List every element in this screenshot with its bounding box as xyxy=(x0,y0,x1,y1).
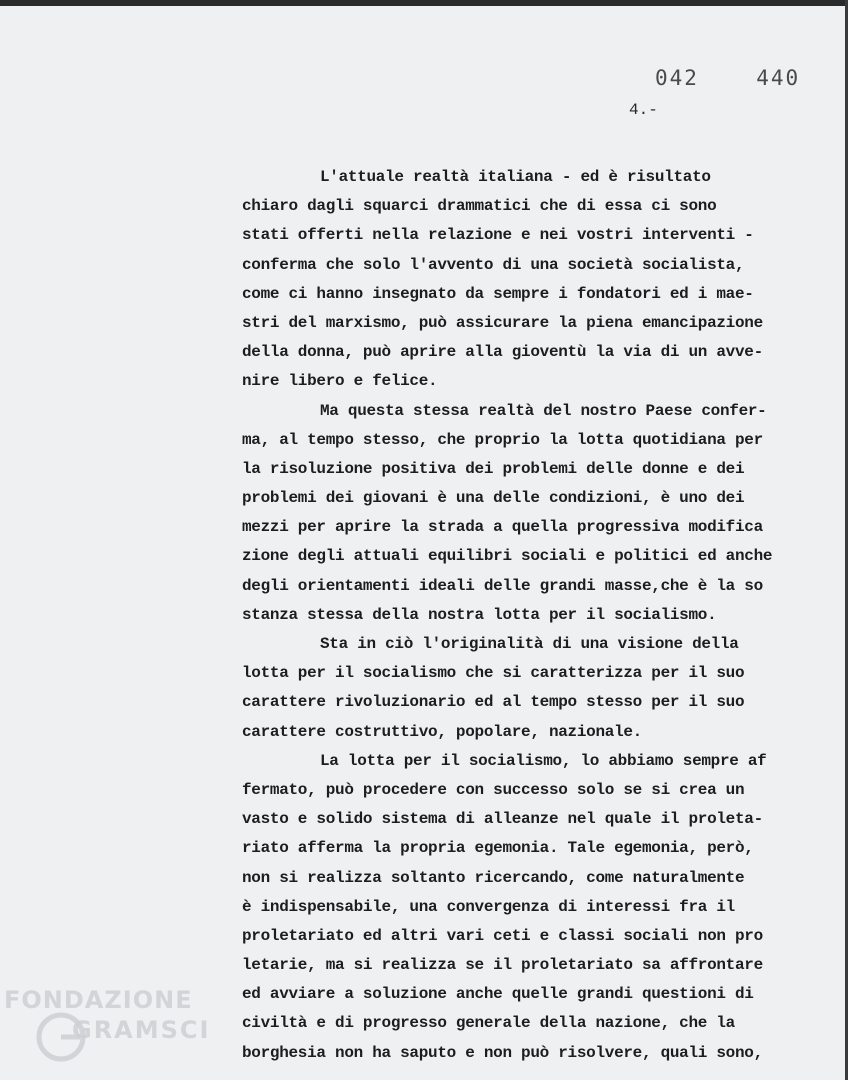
watermark xyxy=(4,988,210,1042)
text-line: nire libero e felice. xyxy=(242,372,438,391)
text-line: lotta per il socialismo che si caratterizza per il suo xyxy=(242,664,745,683)
text-line: conferma che solo l'avvento di una società socialista, xyxy=(242,255,745,274)
text-line: degli orientamenti ideali delle grandi masse,che è la so xyxy=(242,576,763,595)
text-line: Ma questa stessa realtà del nostro Paese confer- xyxy=(320,401,767,420)
text-line: ma, al tempo stesso, che proprio la lotta quotidiana per xyxy=(242,430,763,449)
text-line: della donna, può aprire alla gioventù la via di un avve- xyxy=(242,343,763,362)
text-line: borghesia non ha saputo e non può risolvere, quali sono, xyxy=(242,1043,763,1062)
text-line: Sta in ciò l'originalità di una visione della xyxy=(320,635,739,653)
text-line: carattere costruttivo, popolare, nazionale. xyxy=(242,722,642,741)
text-line: è indispensabile, una convergenza di interessi fra il xyxy=(242,897,735,916)
text-line: civiltà e di progresso generale della nazione, che la xyxy=(242,1014,735,1033)
text-line: L'attuale realtà italiana - ed è risultato xyxy=(320,168,711,186)
text-line: vasto e solido sistema di alleanze nel quale il proleta- xyxy=(242,810,763,829)
text-line: fermato, può procedere con successo solo se si crea un xyxy=(242,780,745,799)
text-line: stanza stessa della nostra lotta per il socialismo. xyxy=(242,605,717,624)
text-line: stati offerti nella relazione e nei vostri interventi - xyxy=(242,226,754,245)
text-line: zione degli attuali equilibri sociali e politici ed anche xyxy=(242,547,773,566)
text-line: come ci hanno insegnato da sempre i fondatori ed i mae- xyxy=(242,284,754,303)
watermark-line-1: FONDAZIONE xyxy=(4,986,193,1014)
text-line: chiaro dagli squarci drammatici che di essa ci sono xyxy=(242,197,717,216)
page-number: 4.- xyxy=(629,101,658,119)
text-line: non si realizza soltanto ricercando, come naturalmente xyxy=(242,868,745,887)
text-line: letarie, ma si realizza se il proletariato sa affrontare xyxy=(242,956,763,975)
watermark-line-2: GRAMSCI xyxy=(72,1016,211,1044)
text-line: La lotta per il socialismo, lo abbiamo sempre af xyxy=(320,751,767,770)
archive-number: 042 440 xyxy=(655,66,801,90)
text-line: ed avviare a soluzione anche quelle grandi questioni di xyxy=(242,985,754,1004)
typewritten-body xyxy=(242,163,822,1068)
text-line: stri del marxismo, può assicurare la piena emancipazione xyxy=(242,313,763,332)
text-line: la risoluzione positiva dei problemi delle donne e dei xyxy=(242,459,745,478)
text-line: mezzi per aprire la strada a quella progressiva modifica xyxy=(242,518,763,537)
scan-top-edge xyxy=(0,0,848,6)
text-line: carattere rivoluzionario ed al tempo stesso per il suo xyxy=(242,693,745,712)
text-line: proletariato ed altri vari ceti e classi sociali non pro xyxy=(242,926,763,945)
text-line: riato afferma la propria egemonia. Tale egemonia, però, xyxy=(242,839,754,858)
text-line: problemi dei giovani è una delle condizioni, è uno dei xyxy=(242,489,745,508)
